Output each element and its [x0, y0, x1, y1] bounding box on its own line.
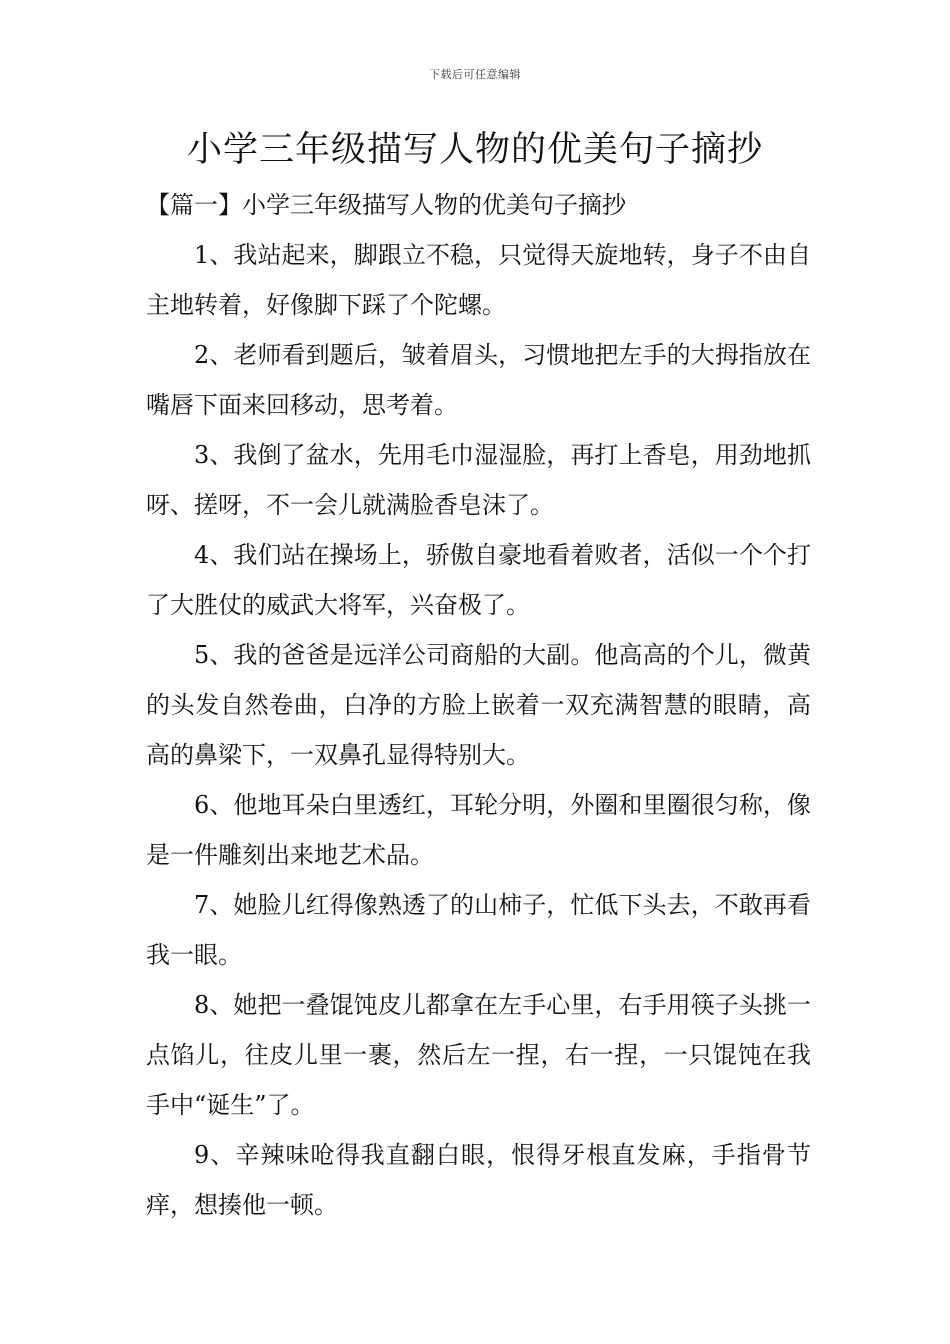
- sentence-item-4: 4、我们站在操场上，骄傲自豪地看着败者，活似一个个打了大胜仗的威武大将军，兴奋极了。: [146, 541, 811, 619]
- sentence-item-5: 5、我的爸爸是远洋公司商船的大副。他高高的个儿，微黄的头发自然卷曲，白净的方脸上嵌着一双充满智慧的眼睛，高高的鼻梁下，一双鼻孔显得特别大。: [146, 641, 811, 769]
- sentence-item-2: 2、老师看到题后，皱着眉头，习惯地把左手的大拇指放在嘴唇下面来回移动，思考着。: [146, 341, 811, 419]
- document-body: [146, 180, 811, 1230]
- sentence-item-8: 8、她把一叠馄饨皮儿都拿在左手心里，右手用筷子头挑一点馅儿，往皮儿里一裹，然后左一捏，右一捏，一只馄饨在我手中“诞生”了。: [146, 991, 811, 1119]
- sentence-item-7: 7、她脸儿红得像熟透了的山柿子，忙低下头去，不敢再看我一眼。: [146, 891, 811, 969]
- document-title: 小学三年级描写人物的优美句子摘抄: [186, 130, 763, 170]
- sentence-item-6: 6、他地耳朵白里透红，耳轮分明，外圈和里圈很匀称，像是一件雕刻出来地艺术品。: [146, 791, 811, 869]
- header-note: 下载后可任意编辑: [429, 68, 521, 81]
- sentence-item-1: 1、我站起来，脚跟立不稳，只觉得天旋地转，身子不由自主地转着，好像脚下踩了个陀螺。: [146, 241, 811, 319]
- section-heading: 【篇一】小学三年级描写人物的优美句子摘抄: [146, 191, 626, 219]
- sentence-item-9: 9、辛辣味呛得我直翻白眼，恨得牙根直发麻，手指骨节痒，想揍他一顿。: [146, 1141, 811, 1219]
- sentence-item-3: 3、我倒了盆水，先用毛巾湿湿脸，再打上香皂，用劲地抓呀、搓呀，不一会儿就满脸香皂沫了。: [146, 441, 811, 519]
